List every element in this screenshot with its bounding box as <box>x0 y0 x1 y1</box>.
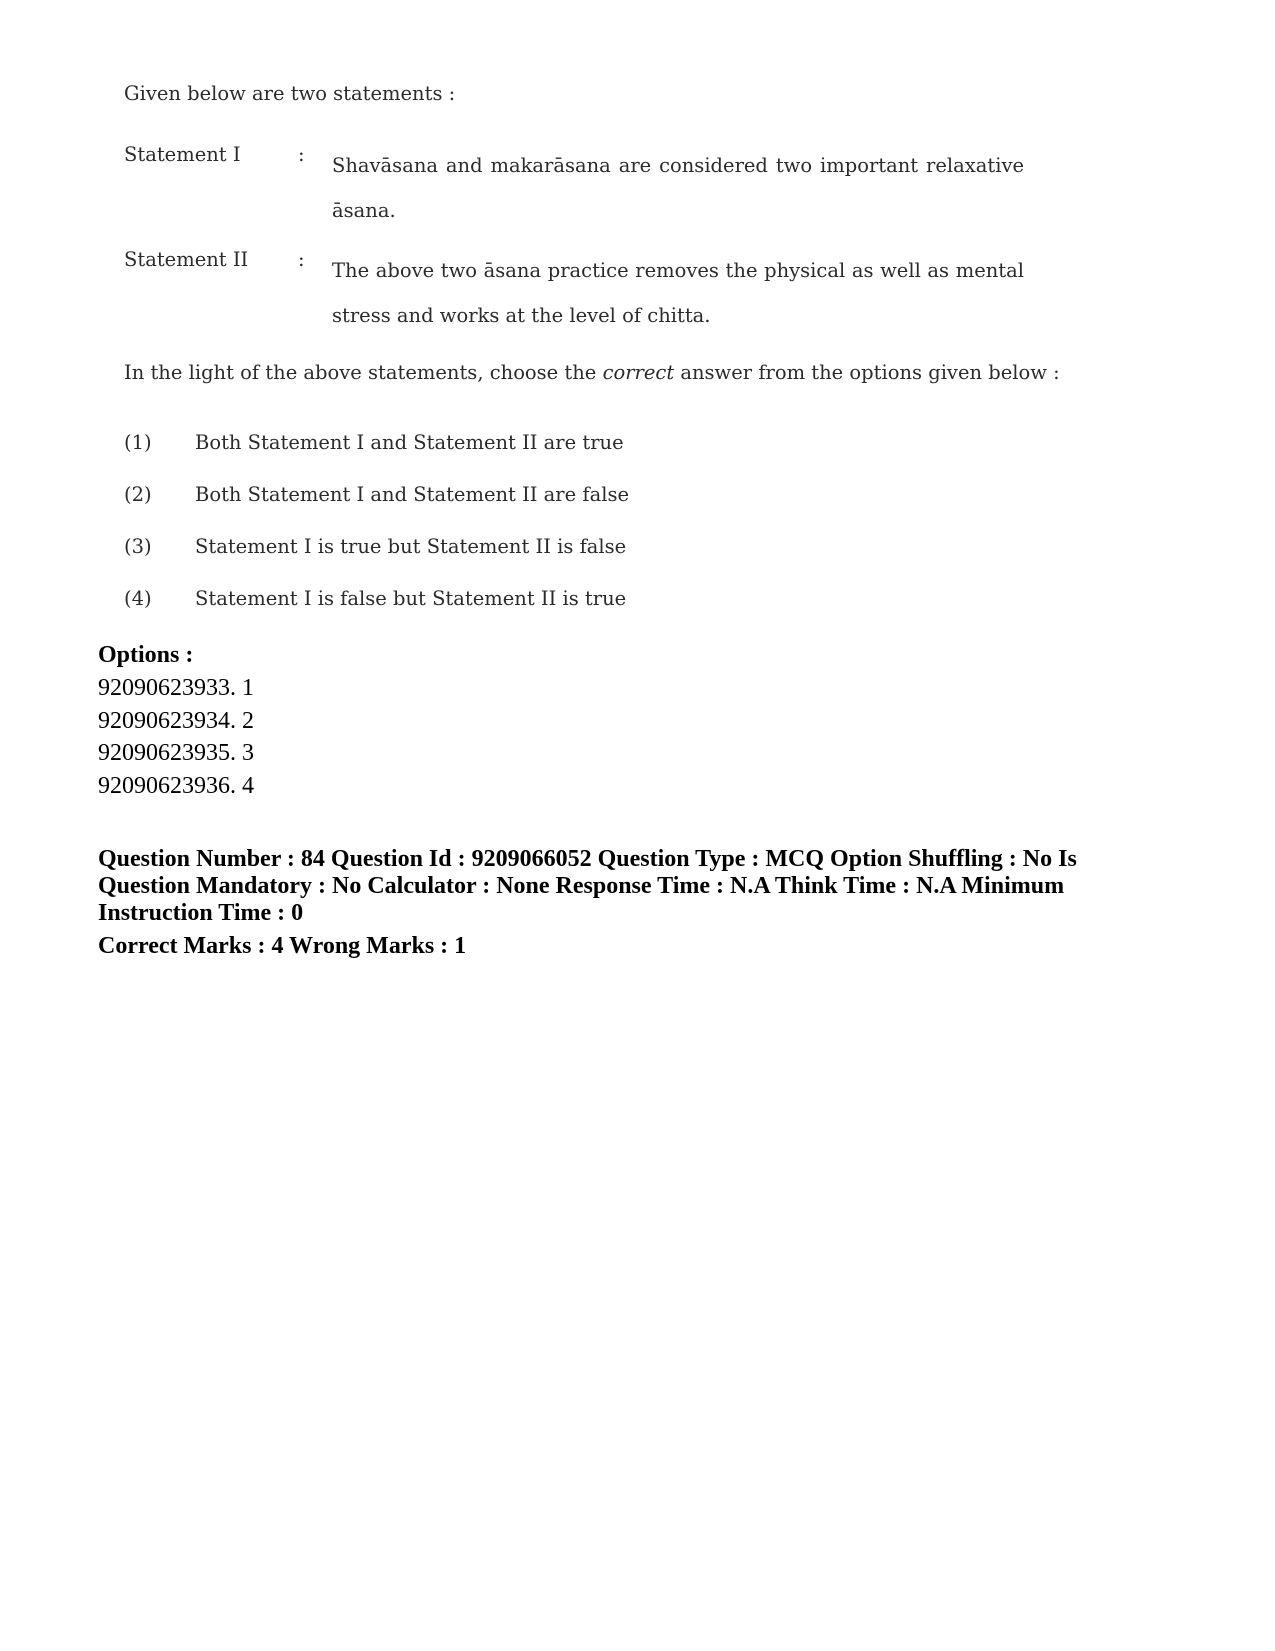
prompt-text-after: answer from the options given below : <box>674 361 1060 384</box>
option-id-2: 92090623934. 2 <box>98 708 254 734</box>
choice-4-number: (4) <box>124 587 152 610</box>
statement-2-separator: : <box>298 248 305 271</box>
choice-3-number: (3) <box>124 535 152 558</box>
option-id-4: 92090623936. 4 <box>98 773 254 799</box>
option-id-1: 92090623933. 1 <box>98 675 254 701</box>
statement-2-text: The above two āsana practice removes the physical as well as mental stress and works at the level of chitta. <box>332 259 1024 327</box>
choice-3-text: Statement I is true but Statement II is false <box>195 535 627 558</box>
choice-1-text: Both Statement I and Statement II are true <box>195 431 624 454</box>
question-prompt <box>124 361 1060 384</box>
choice-2-number: (2) <box>124 483 152 506</box>
statement-1-separator: : <box>298 143 305 166</box>
prompt-text-before: In the light of the above statements, choose the <box>124 361 603 384</box>
prompt-emphasis: correct <box>602 361 675 384</box>
statement-2-label: Statement II <box>124 248 249 271</box>
statement-1-label: Statement I <box>124 143 241 166</box>
options-heading: Options : <box>98 642 194 668</box>
choice-4-text: Statement I is false but Statement II is true <box>195 587 627 610</box>
question-info: Question Number : 84 Question Id : 9209066052 Question Type : MCQ Option Shuffling : No Is Question Mandatory : No Calculator : None Response Time : N.A Think Time : N.A Minimum Instruction Time : 0 <box>98 846 1077 926</box>
option-id-3: 92090623935. 3 <box>98 740 254 766</box>
question-marks: Correct Marks : 4 Wrong Marks : 1 <box>98 933 467 959</box>
choice-2-text: Both Statement I and Statement II are false <box>195 483 629 506</box>
choice-1-number: (1) <box>124 431 152 454</box>
statement-1-text: Shavāsana and makarāsana are considered two important relaxative āsana. <box>332 154 1024 222</box>
question-intro: Given below are two statements : <box>124 82 456 105</box>
